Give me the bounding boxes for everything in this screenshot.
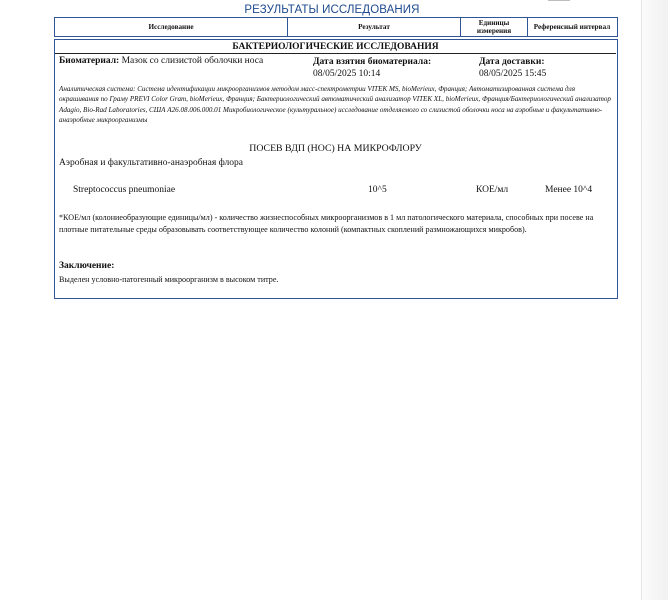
sample-taken-label: Дата взятия биоматериала: xyxy=(313,57,432,67)
column-header-reference: Референсный интервал xyxy=(533,23,611,31)
conclusion-text: Выделен условно-патогенный микроорганизм в высоком титре. xyxy=(59,275,279,284)
column-header-study: Исследование xyxy=(55,18,288,36)
table-row xyxy=(55,185,616,197)
footnote: *КОЕ/мл (колониеобразующие единицы/мл) - количество жизнеспособных микроорганизмов в 1 мл патологического материала, способных при посеве на плотные питательные среды образовывать соответствующее количество колоний (компактных скоплений размножающихся микробов). xyxy=(59,213,594,234)
results-table-header xyxy=(54,17,618,37)
delivery xyxy=(479,56,546,80)
result-value: 10^5 xyxy=(368,185,387,195)
delivery-date: 08/05/2025 15:45 xyxy=(479,69,547,79)
organism-name: Streptococcus pneumoniae xyxy=(73,185,176,195)
flora-group-label: Аэробная и факультативно-анаэробная флора xyxy=(59,158,243,168)
sample-taken-date: 08/05/2025 10:14 xyxy=(313,69,381,79)
document-title: РЕЗУЛЬТАТЫ ИССЛЕДОВАНИЯ xyxy=(244,4,420,16)
reference-interval: Менее 10^4 xyxy=(545,185,593,195)
corner-mark xyxy=(548,0,570,1)
conclusion-label: Заключение: xyxy=(59,261,115,271)
biomaterial xyxy=(59,56,263,66)
biomaterial-label: Биоматериал: xyxy=(59,56,120,66)
page-edge xyxy=(641,0,668,600)
result-unit: КОЕ/мл xyxy=(476,185,509,195)
culture-title: ПОСЕВ ВДП (НОС) НА МИКРОФЛОРУ xyxy=(249,143,422,154)
column-header-result: Результат xyxy=(288,18,461,36)
biomaterial-value: Мазок со слизистой оболочки носа xyxy=(121,56,264,66)
column-header-units: Единицы измерения xyxy=(461,18,528,36)
section-title: БАКТЕРИОЛОГИЧЕСКИЕ ИССЛЕДОВАНИЯ xyxy=(55,42,616,54)
results-content xyxy=(54,39,618,299)
methods-description: Аналитическая система: Система идентификации микроорганизмов методом масс-спектрометрии VITEK MS, bioMerieux, Франция; Автоматизированная система для окрашивания по Граму PREVI Color Gram, bioMerieux, Франция; Бактериологический автоматический анализатор VITEK XL, bioMerieux, Франция/Бактериологический анализатор Adagio, Bio-Rad Laboratories, США А26.08.006.000.01 Микробиологическое (культуральное) исследование отделяемого со слизистой оболочки носа на аэробные и факультативно-анаэробные микроорганизмы xyxy=(59,85,611,124)
sample-taken xyxy=(313,56,431,80)
delivery-label: Дата доставки: xyxy=(479,57,545,67)
